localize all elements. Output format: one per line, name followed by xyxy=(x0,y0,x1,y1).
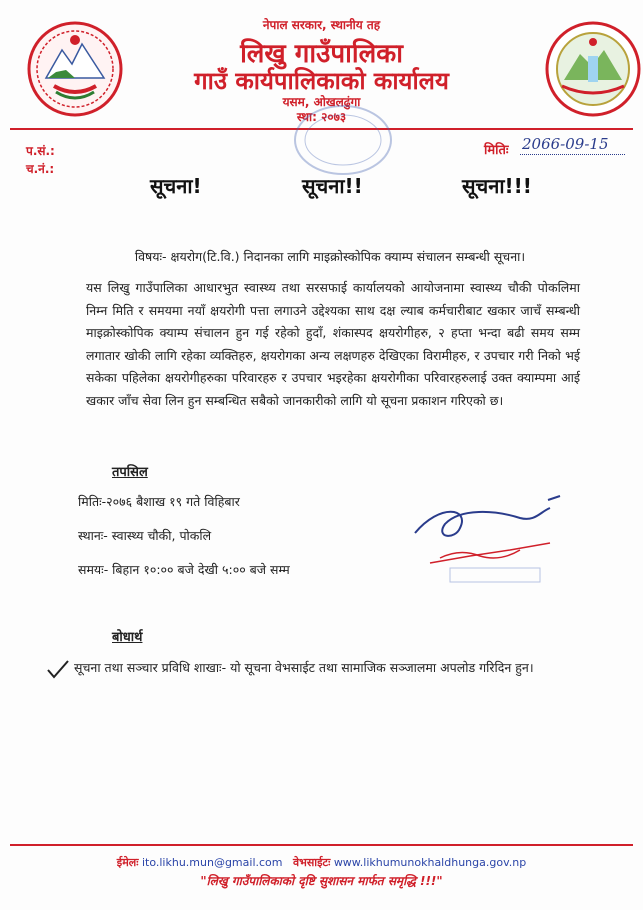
details-heading: तपसिल xyxy=(112,465,148,480)
government-line: नेपाल सरकार, स्थानीय तह xyxy=(262,18,381,32)
office-name: लिखु गाउँपालिका xyxy=(240,39,403,69)
notice-body: यस लिखु गाउँपालिका आधारभुत स्वास्थ्य तथा सरसफाई कार्यालयको आयोजनामा स्वास्थ्य चौकी पोकलिमा निम्न मिति र समयमा नयाँ क्षयरोगी पत्ता लगाउने उद्देश्यका साथ दक्ष ल्याब कर्मचारीबाट खकार जाचँ सम्बन्धी माइक्रोस्कोपिक क्याम्प संचालन हुन गई रहेको हुदाँ, शंकास्पद क्षयरोगीहरु, २ हप्ता भन्दा बढी समय सम्म लगातार खोकी लागि रहेका व्यक्तिहरु, क्षयरोगका अन्य लक्षणहरु देखिएका विरामीहरु, र उपचार गरी निको भई सकेका पहिलेका क्षयरोगीहरुका परिवारहरु र उपचार भइरहेका क्षयरोगीका परिवारहरुलाई उक्त क्याम्पमा आई खकार जाँच सेवा लिन हुन सम्बन्धित सबैको जानकारीको लागि यो सूचना प्रकाशन गरिएको छ। xyxy=(86,280,580,408)
office-subtitle: गाउँ कार्यपालिकाको कार्यालय xyxy=(194,67,449,95)
date-dotted-line xyxy=(520,154,625,155)
dispatch-number-label: च.नं.: xyxy=(26,162,55,176)
notice-heading-3: सूचना!!! xyxy=(462,174,532,198)
cc-heading: बोधार्थ xyxy=(112,630,143,645)
reference-number-label: प.सं.: xyxy=(26,144,55,158)
date-label: मितिः xyxy=(484,143,509,158)
website-label: वेभसाईटः xyxy=(293,856,331,869)
detail-place: स्थानः- स्वास्थ्य चौकी, पोकलि xyxy=(78,528,212,543)
footer-slogan: "लिखु गाउँपालिकाको दृष्टि सुशासन मार्फत समृद्धि !!!" xyxy=(200,874,443,888)
office-address: यसम, ओखलढुंगा xyxy=(282,95,361,109)
detail-time: समयः- बिहान १०:०० बजे देखी ५:०० बजे सम्म xyxy=(78,562,290,577)
established-year: स्था: २०७३ xyxy=(296,110,347,124)
email-link[interactable]: ito.likhu.mun@gmail.com xyxy=(141,856,283,869)
office-stamp-seal xyxy=(288,100,398,180)
website-link[interactable]: www.likhumunokhaldhunga.gov.np xyxy=(333,856,527,869)
cc-item: सूचना तथा सञ्चार प्रविधि शाखाः- यो सूचना वेभसाईट तथा सामाजिक सञ्जालमा अपलोड गरिदिन हुन। xyxy=(74,660,534,675)
footer-divider xyxy=(10,844,633,846)
date-value: 2066-09-15 xyxy=(522,135,609,153)
footer-contact xyxy=(0,855,643,870)
checkmark-icon xyxy=(46,658,70,680)
notice-heading-1: सूचना! xyxy=(150,174,202,198)
handwritten-signature xyxy=(400,488,570,588)
subject-line: विषयः- क्षयरोग(टि.वि.) निदानका लागि माइक्रोस्कोपिक क्याम्प संचालन सम्बन्धी सूचना। xyxy=(134,249,526,264)
detail-date: मितिः-२०७६ बैशाख १९ गते विहिबार xyxy=(78,494,240,509)
email-label: ईमेलः xyxy=(116,856,139,869)
notice-heading-2: सूचना!! xyxy=(302,174,363,198)
